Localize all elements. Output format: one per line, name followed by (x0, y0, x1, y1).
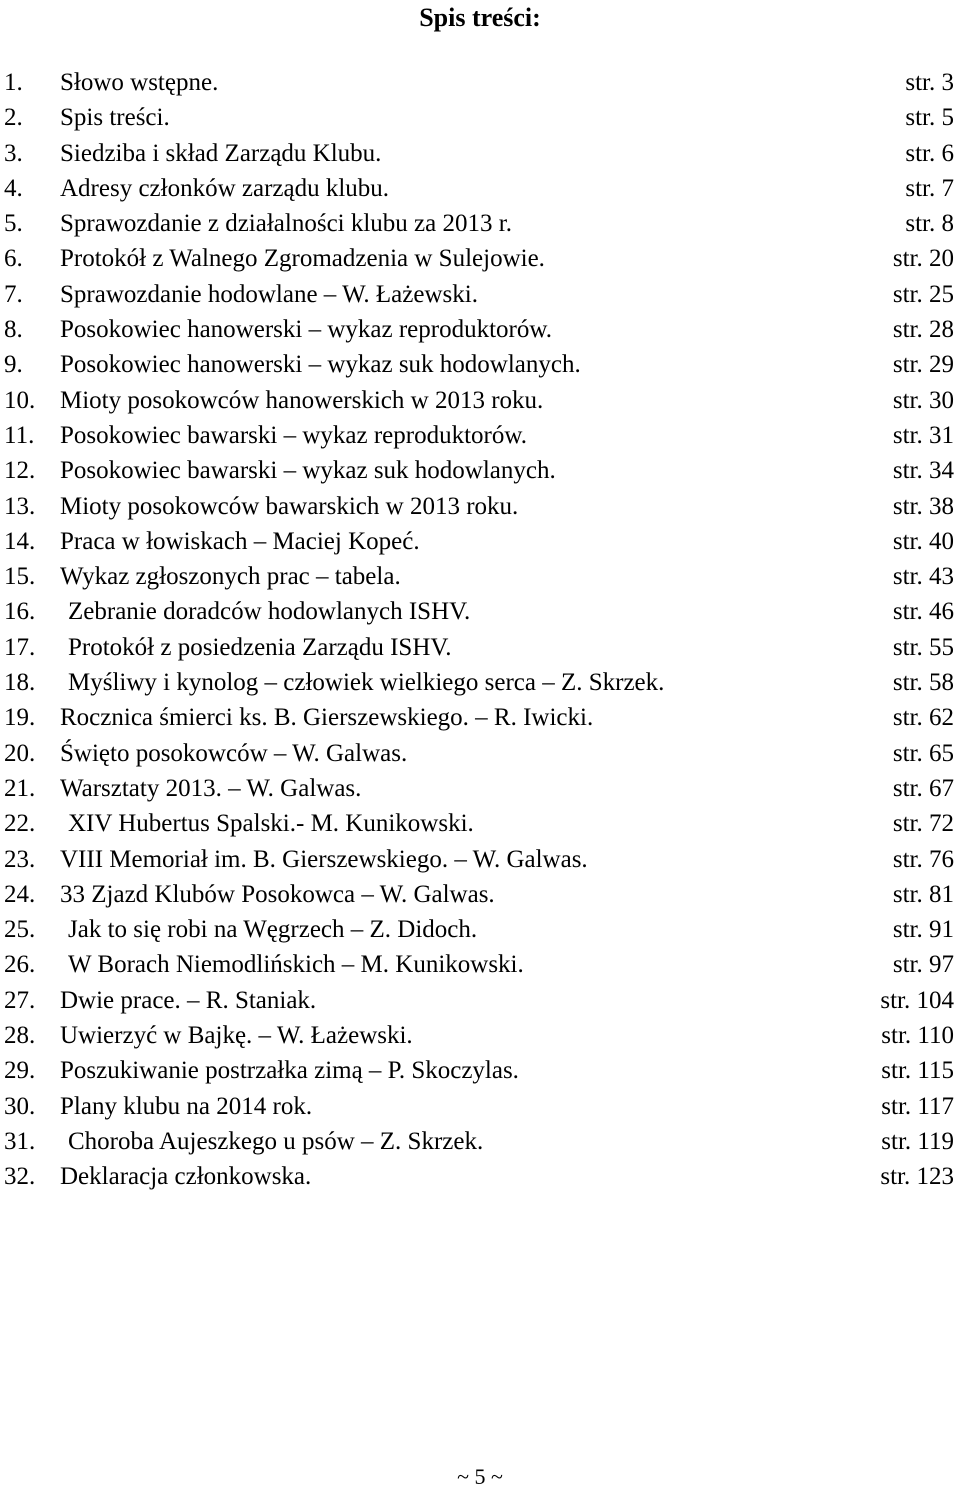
toc-entry-page: str. 5 (905, 104, 954, 132)
toc-entry-title: W Borach Niemodlińskich – M. Kunikowski. (68, 951, 524, 979)
toc-entry-number: 19. (4, 704, 36, 732)
toc-entry-title: Sprawozdanie hodowlane – W. Łażewski. (60, 280, 478, 308)
toc-entry-title: Warsztaty 2013. – W. Galwas. (60, 774, 362, 802)
toc-entry-title: Deklaracja członkowska. (60, 1163, 312, 1191)
toc-entry-page: str. 91 (892, 916, 954, 944)
toc-entry-number: 22. (4, 810, 36, 838)
toc-entry-page: str. 123 (880, 1163, 954, 1191)
toc-entry-page: str. 97 (892, 951, 954, 979)
toc-entry-number: 7. (4, 280, 23, 308)
toc-entry-title: Adresy członków zarządu klubu. (60, 174, 390, 202)
toc-entry-page: str. 28 (892, 316, 954, 344)
toc-entry-title: Siedziba i skład Zarządu Klubu. (60, 139, 382, 167)
toc-entry-page: str. 38 (892, 492, 954, 520)
toc-entry (0, 947, 960, 982)
toc-entry-page: str. 7 (905, 174, 954, 202)
toc-entry (0, 347, 960, 382)
toc-entry-title: Praca w łowiskach – Maciej Kopeć. (60, 527, 420, 555)
toc-entry-number: 2. (4, 104, 23, 132)
toc-entry-page: str. 46 (892, 598, 954, 626)
page-number: ~ 5 ~ (457, 1464, 503, 1489)
toc-entry-number: 17. (4, 633, 36, 661)
toc-entry (0, 630, 960, 665)
toc-entry-title: Spis treści. (60, 104, 170, 132)
toc-entry-number: 29. (4, 1057, 36, 1085)
toc-entry (0, 383, 960, 418)
toc-entry-page: str. 81 (892, 880, 954, 908)
toc-entry-page: str. 58 (892, 669, 954, 697)
toc-entry-number: 23. (4, 845, 36, 873)
toc-entry (0, 453, 960, 488)
toc-entry-number: 16. (4, 598, 36, 626)
toc-entry-page: str. 104 (880, 986, 954, 1014)
toc-entry (0, 277, 960, 312)
toc-entry-title: Protokół z Walnego Zgromadzenia w Sulejowie. (60, 245, 545, 273)
toc-entry-number: 26. (4, 951, 36, 979)
toc-entry-number: 18. (4, 669, 36, 697)
toc-entry-page: str. 30 (892, 386, 954, 414)
toc-entry-title: Zebranie doradców hodowlanych ISHV. (68, 598, 471, 626)
toc-entry-page: str. 3 (905, 69, 954, 96)
toc-entry (0, 842, 960, 877)
toc-entry-title: XIV Hubertus Spalski.- M. Kunikowski. (68, 810, 474, 838)
toc-entry-title: Poszukiwanie postrzałka zimą – P. Skoczylas. (60, 1057, 519, 1085)
toc-entry-title: Rocznica śmierci ks. B. Gierszewskiego. – R. Iwicki. (60, 704, 594, 732)
toc-entry (0, 1089, 960, 1124)
toc-entry-number: 25. (4, 916, 36, 944)
toc-entry (0, 559, 960, 594)
toc-entry-title: Święto posokowców – W. Galwas. (60, 739, 408, 767)
toc-entry-number: 10. (4, 386, 36, 414)
toc-entry-page: str. 20 (892, 245, 954, 273)
toc-entry-title: Posokowiec bawarski – wykaz reproduktorów. (60, 421, 528, 449)
toc-entry-page: str. 6 (905, 139, 954, 167)
toc-entry-number: 14. (4, 527, 36, 555)
toc-entry (0, 312, 960, 347)
toc-entry-title: Protokół z posiedzenia Zarządu ISHV. (68, 633, 452, 661)
toc-entry (0, 771, 960, 806)
toc-entry-page: str. 117 (881, 1092, 954, 1120)
toc-entry-title: Mioty posokowców bawarskich w 2013 roku. (60, 492, 519, 520)
toc-entry-number: 30. (4, 1092, 36, 1120)
toc-entry-page: str. 76 (892, 845, 954, 873)
toc-entry-page: str. 55 (892, 633, 954, 661)
toc-entry-title: Posokowiec hanowerski – wykaz reproduktorów. (60, 316, 553, 344)
toc-entry-page: str. 72 (892, 810, 954, 838)
toc-entry-page: str. 31 (892, 421, 954, 449)
toc-entry-title: Sprawozdanie z działalności klubu za 2013 r. (60, 210, 512, 238)
toc-entry (0, 983, 960, 1018)
toc-entry (0, 489, 960, 524)
toc-entry (0, 1018, 960, 1053)
toc-entry (0, 136, 960, 171)
toc-entry-number: 3. (4, 139, 23, 167)
toc-entry-number: 4. (4, 174, 23, 202)
toc-entry-number: 15. (4, 563, 36, 591)
toc-entry (0, 524, 960, 559)
toc-entry (0, 912, 960, 947)
toc-entry (0, 171, 960, 206)
toc-entry-number: 20. (4, 739, 36, 767)
toc-entry (0, 418, 960, 453)
toc-entry (0, 1159, 960, 1194)
toc-entry-number: 5. (4, 210, 23, 238)
table-of-contents (0, 65, 960, 1195)
toc-entry-number: 31. (4, 1127, 36, 1155)
page-title: Spis treści: (419, 3, 541, 32)
toc-entry (0, 665, 960, 700)
toc-entry (0, 806, 960, 841)
toc-entry-page: str. 65 (892, 739, 954, 767)
toc-entry-title: Choroba Aujeszkego u psów – Z. Skrzek. (68, 1127, 484, 1155)
toc-entry-number: 13. (4, 492, 36, 520)
toc-entry-page: str. 29 (892, 351, 954, 379)
toc-entry-number: 11. (4, 421, 35, 449)
toc-entry-number: 9. (4, 351, 23, 379)
toc-entry (0, 1124, 960, 1159)
toc-entry-page: str. 110 (881, 1022, 954, 1050)
toc-entry (0, 1053, 960, 1088)
toc-entry (0, 877, 960, 912)
toc-entry (0, 594, 960, 629)
toc-entry (0, 700, 960, 735)
toc-entry-title: Słowo wstępne. (60, 69, 219, 96)
toc-entry-number: 8. (4, 316, 23, 344)
toc-entry (0, 100, 960, 135)
toc-entry-title: Mioty posokowców hanowerskich w 2013 roku. (60, 386, 544, 414)
toc-entry-page: str. 119 (881, 1127, 954, 1155)
toc-entry (0, 736, 960, 771)
toc-entry-page: str. 43 (892, 563, 954, 591)
toc-entry-page: str. 8 (905, 210, 954, 238)
toc-entry-title: Wykaz zgłoszonych prac – tabela. (60, 563, 401, 591)
toc-entry-title: VIII Memoriał im. B. Gierszewskiego. – W. Galwas. (60, 845, 588, 873)
toc-entry-number: 24. (4, 880, 36, 908)
toc-entry (0, 65, 960, 100)
toc-entry-title: Posokowiec hanowerski – wykaz suk hodowlanych. (60, 351, 581, 379)
toc-entry-number: 12. (4, 457, 36, 485)
toc-entry-page: str. 115 (881, 1057, 954, 1085)
toc-entry-title: Myśliwy i kynolog – człowiek wielkiego serca – Z. Skrzek. (68, 669, 665, 697)
toc-entry-page: str. 62 (892, 704, 954, 732)
toc-entry-number: 21. (4, 774, 36, 802)
toc-entry-number: 6. (4, 245, 23, 273)
toc-entry-page: str. 40 (892, 527, 954, 555)
toc-entry-title: Plany klubu na 2014 rok. (60, 1092, 313, 1120)
toc-entry-title: Uwierzyć w Bajkę. – W. Łażewski. (60, 1022, 413, 1050)
toc-entry-title: Posokowiec bawarski – wykaz suk hodowlanych. (60, 457, 556, 485)
toc-entry-page: str. 25 (892, 280, 954, 308)
toc-entry-number: 28. (4, 1022, 36, 1050)
toc-entry-title: 33 Zjazd Klubów Posokowca – W. Galwas. (60, 880, 495, 908)
toc-entry-page: str. 67 (892, 774, 954, 802)
toc-entry-page: str. 34 (892, 457, 954, 485)
toc-entry (0, 206, 960, 241)
toc-entry-title: Dwie prace. – R. Staniak. (60, 986, 317, 1014)
toc-entry-number: 1. (4, 69, 23, 96)
toc-entry (0, 241, 960, 276)
toc-entry-number: 32. (4, 1163, 36, 1191)
toc-entry-title: Jak to się robi na Węgrzech – Z. Didoch. (68, 916, 478, 944)
toc-entry-number: 27. (4, 986, 36, 1014)
